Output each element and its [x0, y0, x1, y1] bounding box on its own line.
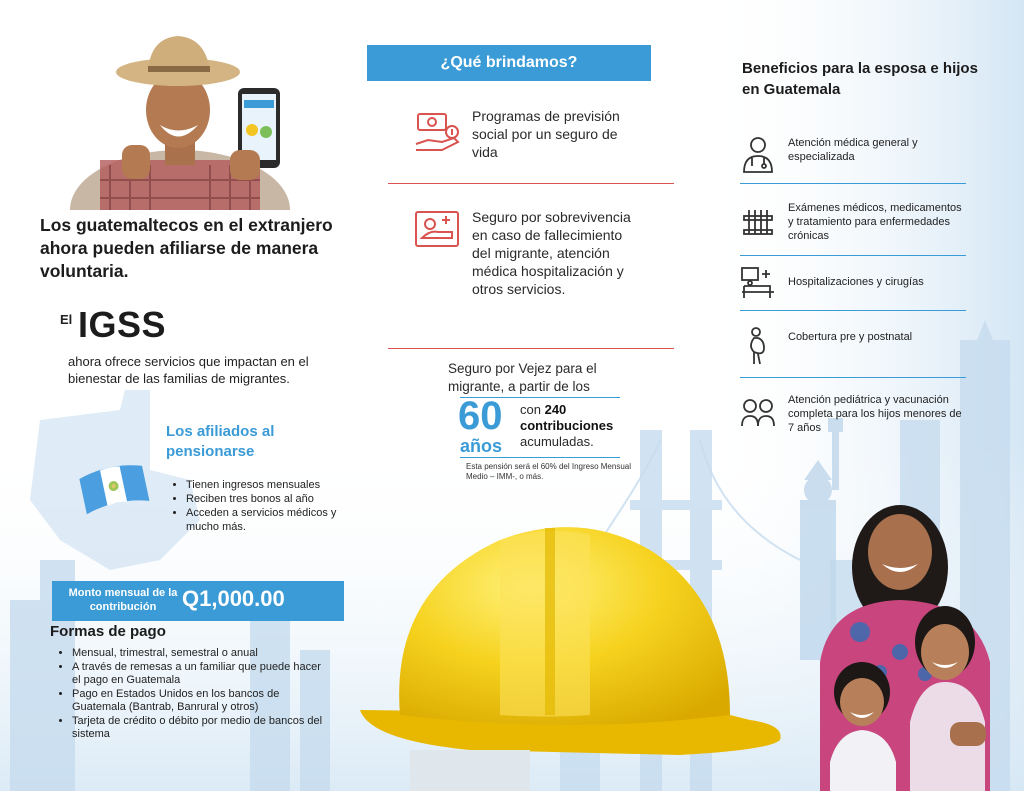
benefit-row [740, 324, 966, 368]
igss-prefix: El [60, 312, 73, 327]
test-tubes-icon [742, 206, 774, 243]
money-hand-icon [414, 110, 460, 156]
divider [740, 310, 966, 311]
pregnant-woman-icon [744, 326, 774, 371]
vejez-note: Esta pensión será el 60% del Ingreso Mensual Medio – IMM-, o más. [466, 462, 631, 481]
monto-label: Monto mensual de la contribución [68, 587, 178, 613]
igss-description: ahora ofrece servicios que impactan en el bienestar de las familias de migrantes. [68, 354, 309, 386]
benefit-text: Cobertura pre y postnatal [788, 331, 913, 343]
item-sobrevivencia: Seguro por sobrevivencia en caso de fallecimiento del migrante, atención médica hospitalización y otros servicios. [472, 209, 631, 297]
benefit-text: Atención médica general y especializada [788, 137, 918, 163]
beneficios-title: Beneficios para la esposa e hijos en Guatemala [742, 60, 978, 98]
list-item: • A través de remesas a un familiar que puede hacer el pago en Guatemala [72, 661, 328, 688]
vejez-detail [520, 402, 640, 450]
afiliados-list [172, 478, 362, 534]
formas-title: Formas de pago [50, 623, 166, 640]
item-prevision: Programas de previsión social por un seguro de vida [472, 108, 620, 160]
monto-box [52, 581, 344, 621]
benefit-text: Atención pediátrica y vacunación completa para los hijos menores de 7 años [788, 394, 962, 434]
hard-hat-image [350, 500, 790, 791]
hospital-bed-icon [740, 266, 776, 307]
vejez-con: con [520, 402, 541, 417]
vejez-age-unit: años [460, 436, 503, 456]
list-item: • Mensual, trimestral, semestral o anual [72, 647, 328, 661]
headline: Los guatemaltecos en el extranjero ahora pueden afiliarse de manera voluntaria. [40, 215, 333, 281]
benefit-text: Hospitalizaciones y cirugías [788, 276, 924, 288]
divider [388, 348, 674, 349]
benefit-row [740, 198, 966, 250]
igss-logo-text: IGSS [78, 304, 167, 345]
doctor-icon [740, 134, 776, 179]
benefit-text: Exámenes médicos, medicamentos y tratamiento para enfermedades crónicas [788, 202, 962, 242]
divider [460, 457, 620, 458]
list-item: • Reciben tres bonos al año [186, 492, 362, 506]
migrant-man-photo [60, 30, 300, 210]
list-item: • Tienen ingresos mensuales [186, 478, 362, 492]
vejez-age-number: 60 [458, 394, 503, 438]
vejez-contrib: 240 contribuciones [520, 402, 614, 433]
monto-value: Q1,000.00 [182, 586, 285, 611]
formas-list [58, 647, 328, 742]
divider [740, 377, 966, 378]
list-item: • Acceden a servicios médicos y mucho más. [186, 506, 362, 534]
guatemala-flag-icon [78, 458, 150, 518]
list-item: • Tarjeta de crédito o débito por medio de bancos del sistema [72, 715, 328, 742]
benefit-row [740, 264, 966, 304]
divider [740, 255, 966, 256]
divider [388, 183, 674, 184]
brindamos-title: ¿Qué brindamos? [367, 45, 651, 81]
family-photo [800, 492, 1010, 791]
vejez-acum: acumuladas. [520, 434, 594, 449]
divider [740, 183, 966, 184]
benefit-row [740, 390, 966, 440]
vejez-text: Seguro por Vejez para el migrante, a partir de los [448, 361, 597, 394]
list-item: • Pago en Estados Unidos en los bancos de Guatemala (Bantrab, Banrural y otros) [72, 688, 328, 715]
afiliados-title: Los afiliados al pensionarse [166, 423, 275, 460]
hospital-patient-icon [414, 208, 460, 250]
benefit-row [740, 132, 966, 176]
children-icon [740, 396, 776, 433]
